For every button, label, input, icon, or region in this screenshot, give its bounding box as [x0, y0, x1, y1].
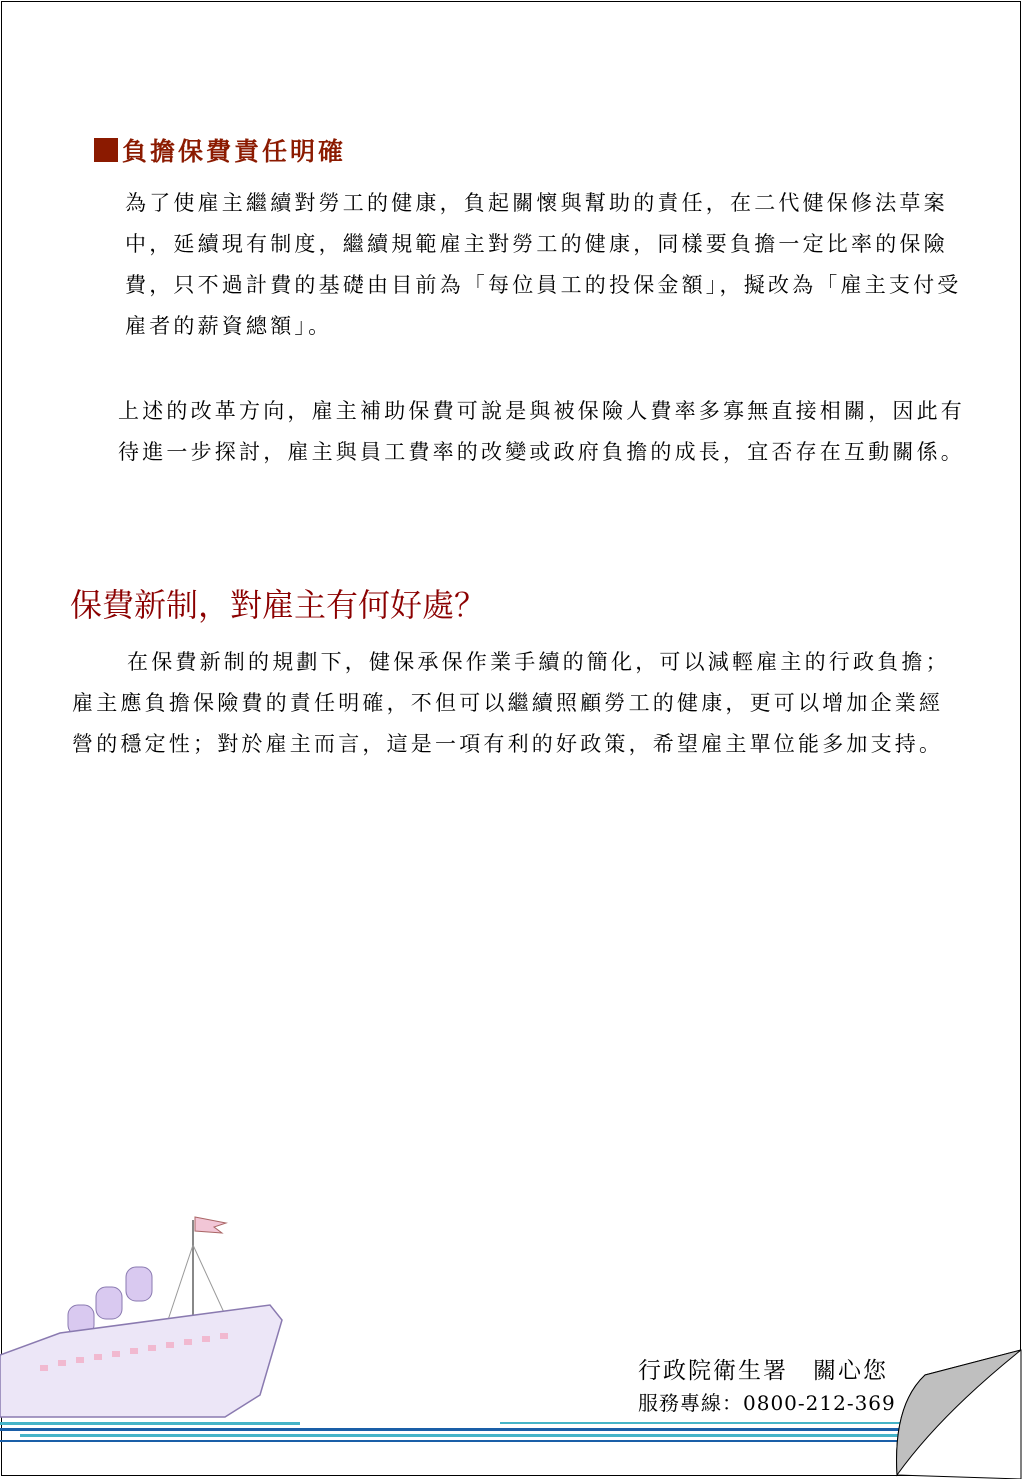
paragraph-employer-responsibility: 為了使雇主繼續對勞工的健康，負起關懷與幫助的責任，在二代健保修法草案中，延續現有制度，繼續規範雇主對勞工的健康，同樣要負擔一定比率的保險費，只不過計費的基礎由目前為「每位員工的投保金額」，擬改為「雇主支付受雇者的薪資總額」。 [125, 191, 962, 338]
footer-contact [638, 1352, 896, 1416]
footer-organization: 行政院衛生署 關心您 [638, 1358, 888, 1384]
section-heading-premium-responsibility [94, 132, 346, 168]
page-curl-decoration [875, 1345, 1024, 1479]
section-heading-benefits: 保費新制，對雇主有何好處？ [70, 586, 487, 624]
paragraph-reform-direction: 上述的改革方向，雇主補助保費可說是與被保險人費率多寡無直接相關，因此有待進一步探討，雇主與員工費率的改變或政府負擔的成長，宜否存在互動關係。 [118, 399, 965, 464]
ship-hull [0, 1305, 282, 1417]
square-bullet-icon [94, 138, 118, 162]
ship-illustration [0, 1205, 300, 1420]
waves-decoration [0, 1418, 910, 1448]
footer-hotline: 服務專線：0800-212-369 [638, 1391, 896, 1415]
section-heading-text: 負擔保費責任明確 [122, 137, 347, 166]
paragraph-benefits: 在保費新制的規劃下，健保承保作業手續的簡化，可以減輕雇主的行政負擔；雇主應負擔保險費的責任明確，不但可以繼續照顧勞工的健康，更可以增加企業經營的穩定性；對於雇主而言，這是一項有利的好政策，希望雇主單位能多加支持。 [72, 650, 950, 756]
